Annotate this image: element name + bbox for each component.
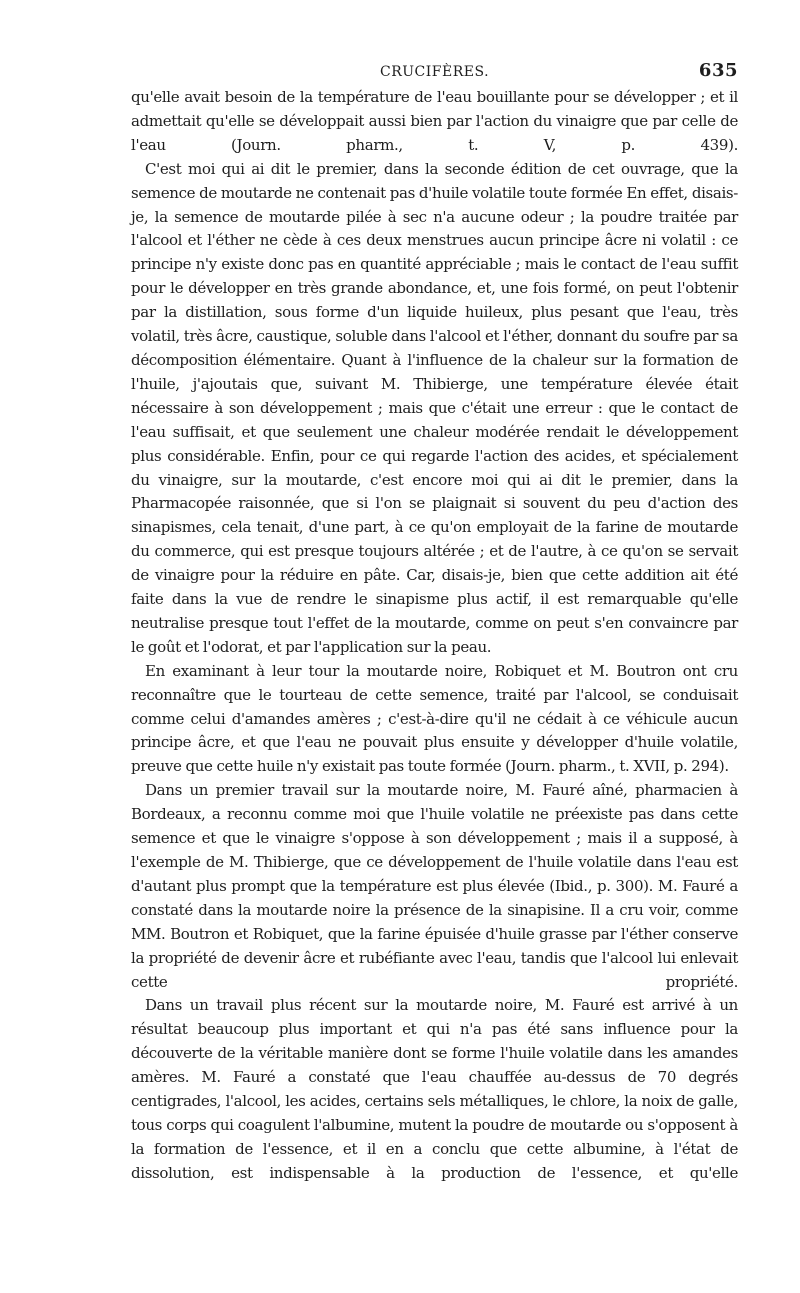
running-title: CRUCIFÈRES. bbox=[379, 64, 490, 80]
paragraph-author-claim: C'est moi qui ai dit le premier, dans la seconde édition de cet ouvrage, que la semence de moutarde ne contenait pas d'huile volatile toute formée En effet, disais-je, la semence de moutarde pilée à sec n'a aucune odeur ; la poudre traitée par l'alcool et l'éther ne cède à ces deux menstrues aucun principe âcre ni volatil : ce principe n'y existe donc pas en quantité appréciable ; mais le contact de l'eau suffit pour le développer en très grande abondance, et, une fois formé, on peut l'obtenir par la distillation, sous forme d'un liquide huileux, plus pesant que l'eau, très volatil, très âcre, caustique, soluble dans l'alcool et l'éther, donnant du soufre par sa décomposition élémentaire. Quant à l'influence de la chaleur sur la formation de l'huile, j'ajoutais que, suivant M. Thibierge, une température élevée était nécessaire à son développement ; mais que c'était une erreur : que le contact de l'eau suffisait, et que seulement une chaleur modérée rendait le développement plus considérable. Enfin, pour ce qui regarde l'action des acides, et spécialement du vinaigre, sur la moutarde, c'est encore moi qui ai dit le premier, dans la Pharmacopée raisonnée, que si l'on se plaignait si souvent du peu d'action des sinapismes, cela tenait, d'une part, à ce qu'on employait de la farine de moutarde du commerce, qui est presque toujours altérée ; et de l'autre, à ce qu'on se servait de vinaigre pour la réduire en pâte. Car, disais-je, bien que cette addition ait été faite dans la vue de rendre le sinapisme plus actif, il est remarquable qu'elle neutralise presque tout l'effet de la moutarde, comme on peut s'en convaincre par le goût et l'odorat, et par l'application sur la peau. bbox=[131, 159, 738, 656]
paragraph-faure-first: Dans un premier travail sur la moutarde noire, M. Fauré aîné, pharmacien à Bordeaux, a reconnu comme moi que l'huile volatile ne préexiste pas dans cette semence et que le vinaigre s'oppose à son développement ; mais il a supposé, à l'exemple de M. Thibierge, que ce développement de l'huile volatile dans l'eau est d'autant plus prompt que la température est plus élevée (Ibid., p. 300). M. Fauré a constaté dans la moutarde noire la présence de la sinapisine. Il a cru voir, comme MM. Boutron et Robiquet, que la farine épuisée d'huile grasse par l'éther conserve la propriété de devenir âcre et rubéfiante avec l'eau, tandis que l'alcool lui enlevait cette propriété. bbox=[131, 781, 738, 991]
paragraph-robiquet-boutron: En examinant à leur tour la moutarde noire, Robiquet et M. Boutron ont cru reconnaître que le tourteau de cette semence, traité par l'alcool, se conduisait comme celui d'amandes amères ; c'est-à-dire qu'il ne cédait à ce véhicule aucun principe âcre, et que l'eau ne pouvait plus ensuite y développer d'huile volatile, preuve que cette huile n'y existait pas toute formée (Journ. pharm., t. XVII, p. 294). bbox=[131, 661, 738, 776]
running-header bbox=[131, 60, 738, 86]
paragraph-faure-recent: Dans un travail plus récent sur la moutarde noire, M. Fauré est arrivé à un résultat beaucoup plus important et qui n'a pas été sans influence pour la découverte de la véritable manière dont se forme l'huile volatile dans les amandes amères. M. Fauré a constaté que l'eau chauffée au-dessus de 70 degrés centigrades, l'alcool, les acides, certains sels métalliques, le chlore, la noix de galle, tous corps qui coagulent l'albumine, mutent la poudre de moutarde ou s'opposent à la formation de l'essence, et il en a conclu que cette albumine, à l'état de dissolution, est indispensable à la production de l'essence, et qu'elle bbox=[131, 996, 738, 1182]
page-number: 635 bbox=[698, 60, 738, 81]
paragraph-continuation: qu'elle avait besoin de la température de l'eau bouillante pour se développer ; et il admettait qu'elle se développait aussi bien par l'action du vinaigre que par celle de l'eau (Journ. pharm., t. V, p. 439). bbox=[131, 88, 738, 154]
book-page bbox=[131, 60, 738, 1186]
